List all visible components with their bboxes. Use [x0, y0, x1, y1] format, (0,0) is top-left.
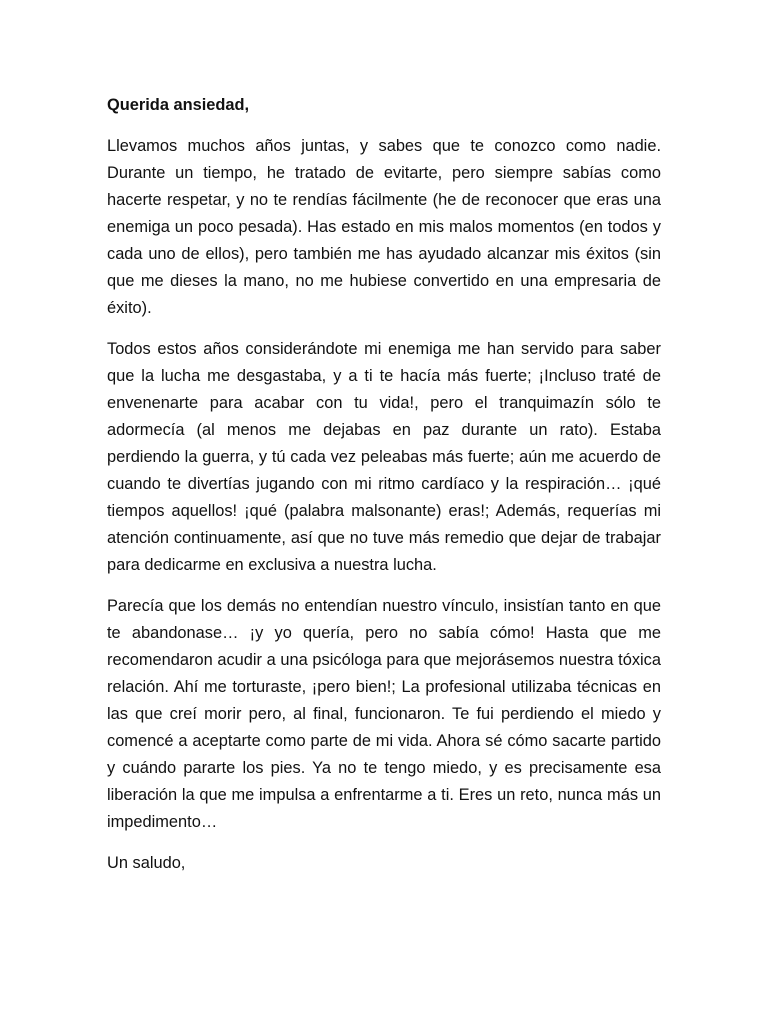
letter-page [107, 92, 661, 877]
letter-salutation: Querida ansiedad, [107, 96, 250, 114]
letter-paragraph-1: Llevamos muchos años juntas, y sabes que te conozco como nadie. Durante un tiempo, he tratado de evitarte, pero siempre sabías como hacerte respetar, y no te rendías fácilmente (he de reconocer que eras una enemiga un poco pesada). Has estado en mis malos momentos (en todos y cada uno de ellos), pero también me has ayudado alcanzar mis éxitos (sin que me dieses la mano, no me hubiese convertido en una empresaria de éxito). [107, 137, 661, 317]
letter-closing: Un saludo, [107, 854, 186, 872]
letter-paragraph-2: Todos estos años considerándote mi enemiga me han servido para saber que la lucha me desgastaba, y a ti te hacía más fuerte; ¡Incluso traté de envenenarte para acabar con tu vida!, pero el tranquimazín sólo te adormecía (al menos me dejabas en paz durante un rato). Estaba perdiendo la guerra, y tú cada vez peleabas más fuerte; aún me acuerdo de cuando te divertías jugando con mi ritmo cardíaco y la respiración… ¡qué tiempos aquellos! ¡qué (palabra malsonante) eras!; Además, requerías mi atención continuamente, así que no tuve más remedio que dejar de trabajar para dedicarme en exclusiva a nuestra lucha. [107, 340, 661, 574]
letter-paragraph-3: Parecía que los demás no entendían nuestro vínculo, insistían tanto en que te abandonase… ¡y yo quería, pero no sabía cómo! Hasta que me recomendaron acudir a una psicóloga para que mejorásemos nuestra tóxica relación. Ahí me torturaste, ¡pero bien!; La profesional utilizaba técnicas en las que creí morir pero, al final, funcionaron. Te fui perdiendo el miedo y comencé a aceptarte como parte de mi vida. Ahora sé cómo sacarte partido y cuándo pararte los pies. Ya no te tengo miedo, y es precisamente esa liberación la que me impulsa a enfrentarme a ti. Eres un reto, nunca más un impedimento… [107, 597, 661, 831]
